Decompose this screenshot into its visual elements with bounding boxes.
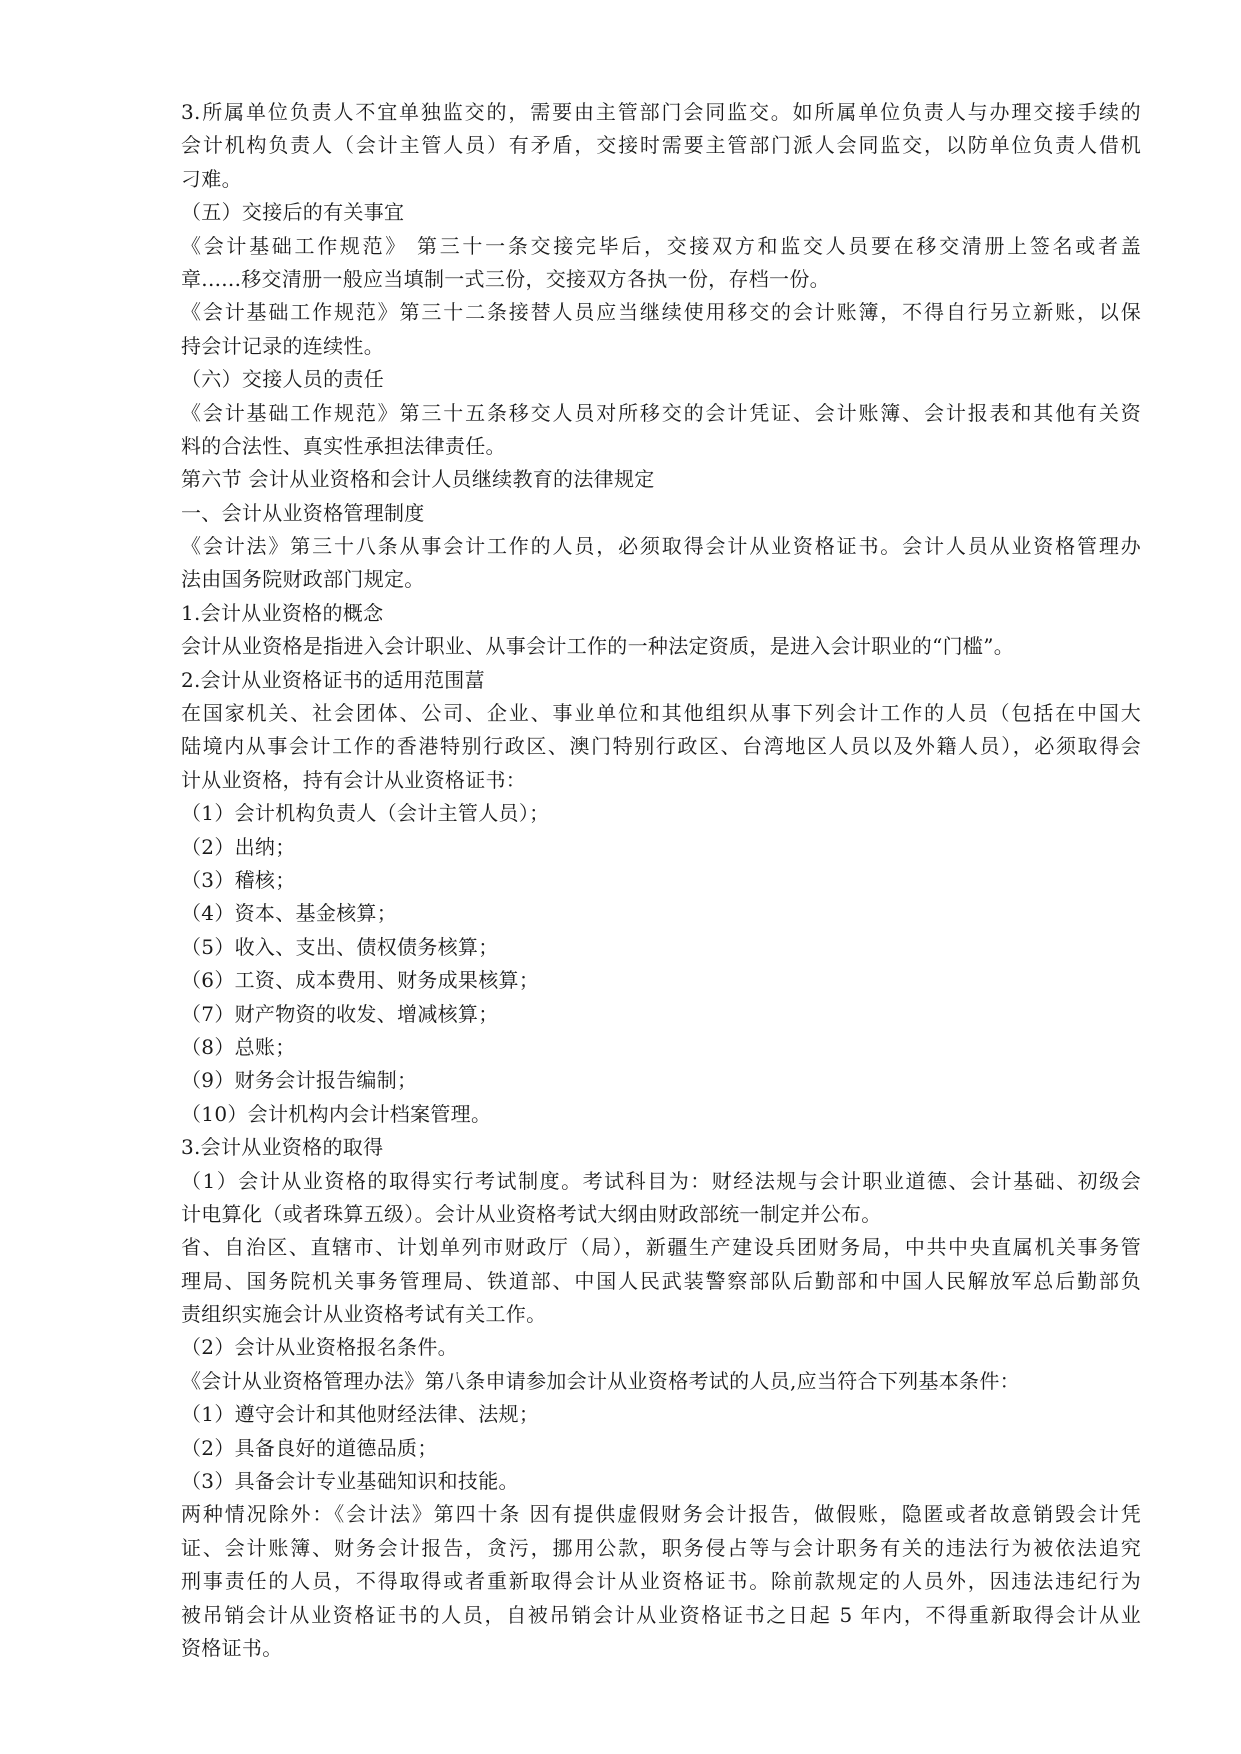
text-line: （2）会计从业资格报名条件。 (181, 1335, 458, 1360)
text-line: 《会计基础工作规范》第三十二条接替人员应当继续使用移交的会计账簿，不得自行另立新账，以保 (181, 300, 1141, 325)
text-line: 一、会计从业资格管理制度 (181, 500, 425, 525)
text-line: 被吊销会计从业资格证书的人员，自被吊销会计从业资格证书之日起 5 年内，不得重新取得会计从业 (181, 1602, 1141, 1627)
text-line: （9）财务会计报告编制； (181, 1068, 418, 1093)
document-page (181, 96, 1141, 1665)
text-line: 证、会计账簿、财务会计报告，贪污，挪用公款，职务侵占等与会计职务有关的违法行为被依法追究 (181, 1535, 1141, 1560)
text-line: （2）出纳； (181, 834, 296, 859)
text-line: 在国家机关、社会团体、公司、企业、事业单位和其他组织从事下列会计工作的人员（包括在中国大 (181, 701, 1141, 726)
text-line: 1.会计从业资格的概念 (181, 600, 384, 625)
text-line: （8）总账； (181, 1034, 296, 1059)
text-line: （3）稽核； (181, 867, 296, 892)
text-line: （6）工资、成本费用、财务成果核算； (181, 968, 540, 993)
text-line: 责组织实施会计从业资格考试有关工作。 (181, 1302, 547, 1327)
text-line: 持会计记录的连续性。 (181, 333, 384, 358)
text-line: 刑事责任的人员，不得取得或者重新取得会计从业资格证书。除前款规定的人员外，因违法违纪行为 (181, 1569, 1141, 1594)
text-line: 计电算化（或者珠算五级）。会计从业资格考试大纲由财政部统一制定并公布。 (181, 1201, 882, 1226)
text-line: 3.所属单位负责人不宜单独监交的，需要由主管部门会同监交。如所属单位负责人与办理交接手续的 (181, 100, 1141, 124)
text-line: 章......移交清册一般应当填制一式三份，交接双方各执一份，存档一份。 (181, 266, 830, 291)
text-line: （1）会计从业资格的取得实行考试制度。考试科目为：财经法规与会计职业道德、会计基础、初级会 (181, 1168, 1141, 1193)
text-line: （2）具备良好的道德品质； (181, 1435, 438, 1460)
text-line: （六）交接人员的责任 (181, 367, 384, 392)
text-line: 两种情况除外：《会计法》第四十条 因有提供虚假财务会计报告，做假账，隐匿或者故意销毁会计凭 (181, 1502, 1141, 1527)
text-line: 2.会计从业资格证书的适用范围葍 (181, 667, 485, 692)
text-line: 会计从业资格是指进入会计职业、从事会计工作的一种法定资质，是进入会计职业的“门槛”。 (181, 634, 1015, 659)
text-line: （5）收入、支出、债权债务核算； (181, 934, 499, 959)
text-line: 理局、国务院机关事务管理局、铁道部、中国人民武装警察部队后勤部和中国人民解放军总后勤部负 (181, 1268, 1141, 1293)
text-line: 《会计基础工作规范》第三十五条移交人员对所移交的会计凭证、会计账簿、会计报表和其他有关资 (181, 400, 1141, 425)
text-line: 法由国务院财政部门规定。 (181, 567, 425, 592)
text-line: 料的合法性、真实性承担法律责任。 (181, 433, 506, 458)
text-line: 陆境内从事会计工作的香港特别行政区、澳门特别行政区、台湾地区人员以及外籍人员），必须取得会 (181, 734, 1141, 759)
text-line: 第六节 会计从业资格和会计人员继续教育的法律规定 (181, 467, 655, 492)
text-line: 刁难。 (181, 166, 242, 191)
text-line: （五）交接后的有关事宜 (181, 200, 405, 225)
text-line: 会计机构负责人（会计主管人员）有矛盾，交接时需要主管部门派人会同监交，以防单位负责人借机 (181, 133, 1141, 158)
text-line: （1）会计机构负责人（会计主管人员）； (181, 801, 550, 826)
text-line: 资格证书。 (181, 1635, 283, 1660)
text-line: 《会计从业资格管理办法》第八条申请参加会计从业资格考试的人员,应当符合下列基本条件： (181, 1368, 1020, 1393)
text-line: 省、自治区、直辖市、计划单列市财政厅（局），新疆生产建设兵团财务局，中共中央直属机关事务管 (181, 1235, 1141, 1260)
text-line: 计从业资格，持有会计从业资格证书： (181, 767, 527, 792)
text-line: （7）财产物资的收发、增减核算； (181, 1001, 499, 1026)
text-line: （3）具备会计专业基础知识和技能。 (181, 1469, 519, 1494)
text-line: （10）会计机构内会计档案管理。 (181, 1101, 492, 1126)
text-line: 3.会计从业资格的取得 (181, 1135, 384, 1160)
text-line: 《会计法》第三十八条从事会计工作的人员，必须取得会计从业资格证书。会计人员从业资格管理办 (181, 534, 1141, 559)
text-line: 《会计基础工作规范》 第三十一条交接完毕后，交接双方和监交人员要在移交清册上签名或者盖 (181, 233, 1141, 258)
text-line: （4）资本、基金核算； (181, 901, 398, 926)
text-line: （1）遵守会计和其他财经法律、法规； (181, 1402, 540, 1427)
